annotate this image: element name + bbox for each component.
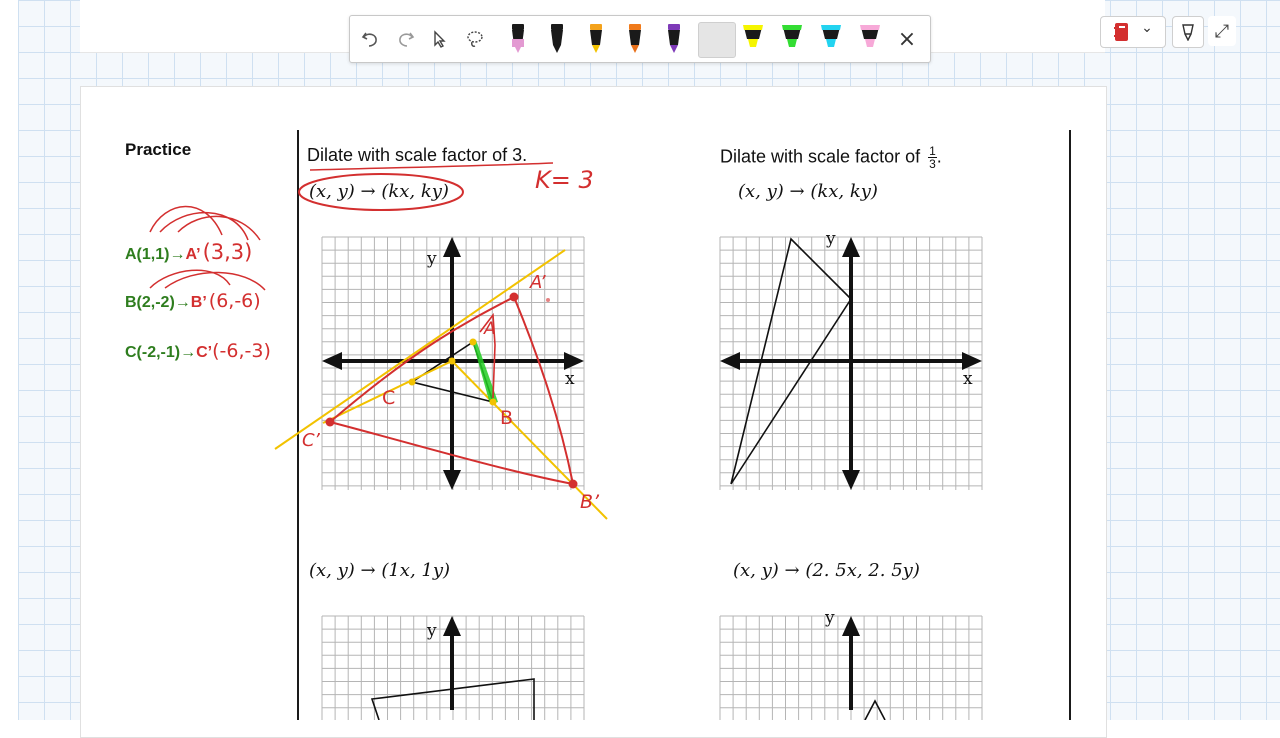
origin-dot — [449, 358, 456, 365]
point-b-prime: B’ — [190, 294, 207, 311]
arc-a-2 — [160, 213, 248, 240]
rule-circle — [299, 174, 463, 210]
point-a-answer: (3,3) — [202, 240, 253, 264]
problem2-frac-num: 1 — [929, 144, 936, 158]
point-c-prime: C’ — [196, 344, 213, 361]
graph1-y-arrow-bottom — [443, 470, 461, 490]
chevron-down-icon: ⌄ — [1141, 20, 1153, 36]
problem2-rule: (x, y) → (kx, ky) — [738, 181, 878, 202]
problem4-rule: (x, y) → (2. 5x, 2. 5y) — [733, 560, 920, 581]
graph2-y-arrow-top — [842, 237, 860, 257]
point-c-prime-dot — [326, 418, 335, 427]
expand-icon: ⤢ — [1214, 20, 1230, 42]
point-c-answer: (-6,-3) — [212, 340, 271, 362]
problem3-rule: (x, y) → (1x, 1y) — [309, 560, 451, 581]
graph1-label-c-prime: C’ — [302, 430, 320, 451]
point-a-dot — [470, 339, 477, 346]
graph4-y-arrow-top — [842, 616, 860, 636]
close-glyph: × — [897, 26, 917, 52]
graph1-label-c: C — [382, 387, 396, 409]
problem2-title-text: Dilate with scale factor of — [720, 146, 921, 167]
graph3-grid — [322, 616, 584, 720]
problem1-rule: (x, y) → (kx, ky) — [309, 181, 449, 202]
graph4-grid — [720, 608, 982, 720]
graph1-x-label: x — [565, 369, 575, 389]
graph4-shape — [865, 701, 885, 720]
point-c-original: C(-2,-1)→ — [125, 344, 197, 361]
graph3-y-arrow-top — [443, 616, 461, 636]
practice-heading: Practice — [125, 140, 192, 159]
graph1-label-a: A — [484, 319, 496, 339]
point-a-original: A(1,1)→ — [125, 246, 186, 263]
graph4-y-label: y — [825, 608, 835, 628]
point-c-dot — [409, 379, 416, 386]
point-a-prime: A’ — [185, 246, 201, 263]
point-b-answer: (6,-6) — [208, 290, 261, 312]
graph2-grid — [720, 229, 982, 490]
arc-b-2 — [165, 272, 265, 290]
title-underline — [310, 163, 553, 170]
graph3-y-label: y — [427, 621, 437, 641]
graph2-y-arrow-bottom — [842, 470, 860, 490]
problem1-scale-note: K= 3 — [535, 166, 594, 194]
graph1-label-a-prime: A’ — [530, 272, 546, 293]
graph1-label-b-prime: B’ — [580, 491, 600, 513]
problem2-title: Dilate with scale factor of $\frac{1}{3}$ . — [720, 144, 942, 171]
graph1-y-label: y — [427, 249, 437, 269]
problem1-title: Dilate with scale factor of 3. — [307, 145, 528, 165]
graph1-y-arrow-top — [443, 237, 461, 257]
point-a-prime-dot — [510, 293, 519, 302]
problem2-frac-den: 3 — [929, 157, 936, 171]
point-b-dot — [490, 399, 497, 406]
ink-dot — [546, 298, 550, 302]
graph2-x-label: x — [963, 369, 973, 389]
graph2-y-label: y — [826, 229, 836, 249]
graph1-label-b: B — [500, 407, 514, 429]
yellow-ray-a — [275, 250, 565, 449]
point-b-prime-dot — [569, 480, 578, 489]
point-b-original: B(2,-2)→ — [125, 294, 191, 311]
